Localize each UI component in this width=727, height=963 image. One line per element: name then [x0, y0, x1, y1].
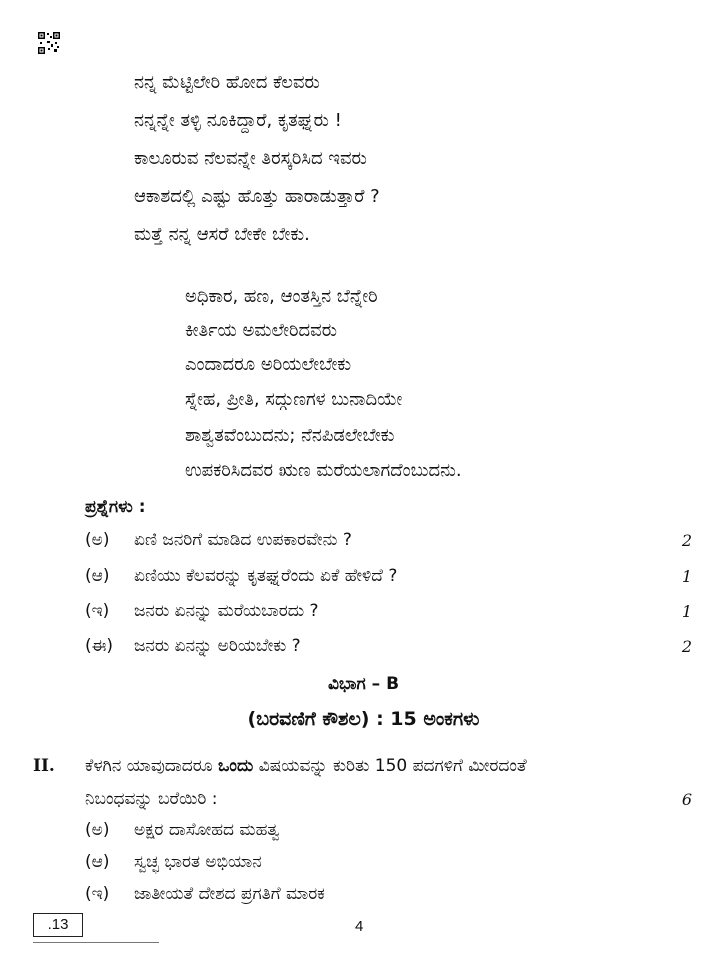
prompt-emphasis: ಒಂದು [218, 756, 254, 776]
section-title: ವಿಭಾಗ – B [327, 674, 400, 694]
prompt-text: ಕೆಳಗಿನ ಯಾವುದಾದರೂ [85, 756, 213, 776]
option-label: (ಆ) [85, 852, 110, 872]
question-number: II. [33, 756, 55, 776]
questions-heading: ಪ್ರಶ್ನೆಗಳು : [85, 497, 146, 517]
question-marks: 2 [681, 637, 692, 656]
page-number: 4 [355, 918, 364, 935]
poem-line: ಕಾಲೂರುವ ನೆಲವನ್ನೇ ತಿರಸ್ಕರಿಸಿದ ಇವರು [134, 148, 367, 169]
option-label: (ಇ) [85, 884, 110, 904]
question-prompt-line2: ನಿಬಂಧವನ್ನು ಬರೆಯಿರಿ : [85, 789, 218, 809]
question-marks: 2 [681, 531, 692, 550]
question-marks: 1 [681, 567, 692, 586]
section-subtitle: (ಬರವಣಿಗೆ ಕೌಶಲ) : 15 ಅಂಕಗಳು [247, 708, 480, 730]
question-text: ಜನರು ಏನನ್ನು ಮರೆಯಬಾರದು ? [134, 601, 319, 621]
paper-code-box: .13 [33, 913, 83, 937]
question-text: ಏಣಿಯು ಕೆಲವರನ್ನು ಕೃತಘ್ನರೆಂದು ಏಕೆ ಹೇಳಿದೆ ? [134, 566, 398, 586]
poem-line: ಕೀರ್ತಿಯ ಅಮಲೇರಿದವರು [185, 320, 337, 341]
question-prompt [85, 756, 527, 776]
poem-line: ಮತ್ತೆ ನನ್ನ ಆಸರೆ ಬೇಕೇ ಬೇಕು. [134, 224, 310, 245]
question-text: ಜನರು ಏನನ್ನು ಅರಿಯಬೇಕು ? [134, 636, 301, 656]
poem-line: ಅಧಿಕಾರ, ಹಣ, ಆಂತಸ್ತಿನ ಬೆನ್ನೇರಿ [185, 286, 378, 307]
question-label: (ಇ) [85, 601, 110, 621]
poem-line: ಎಂದಾದರೂ ಅರಿಯಲೇಬೇಕು [185, 354, 352, 375]
question-label: (ಆ) [85, 566, 110, 586]
poem-line: ನನ್ನ ಮೆಟ್ಟಿಲೇರಿ ಹೋದ ಕೆಲವರು [134, 72, 320, 93]
question-marks: 1 [681, 602, 692, 621]
poem-line: ಆಕಾಶದಲ್ಲಿ ಎಷ್ಟು ಹೊತ್ತು ಹಾರಾಡುತ್ತಾರೆ ? [134, 186, 380, 207]
poem-line: ಶಾಶ್ವತವೆಂಬುದನು; ನೆನಪಿಡಲೇಬೇಕು [185, 425, 395, 446]
option-text: ಜಾತೀಯತೆ ದೇಶದ ಪ್ರಗತಿಗೆ ಮಾರಕ [134, 884, 325, 904]
question-label: (ಅ) [85, 530, 110, 550]
qr-code-icon [38, 32, 60, 54]
poem-line: ನನ್ನನ್ನೇ ತಳ್ಳಿ ನೂಕಿದ್ದಾರೆ, ಕೃತಘ್ನರು ! [134, 110, 342, 131]
poem-line: ಉಪಕರಿಸಿದವರ ಋಣ ಮರೆಯಲಾಗದೆಂಬುದನು. [185, 460, 462, 481]
question-label: (ಈ) [85, 636, 114, 656]
divider [33, 942, 159, 943]
poem-line: ಸ್ನೇಹ, ಪ್ರೀತಿ, ಸದ್ಗುಣಗಳ ಬುನಾದಿಯೇ [185, 389, 403, 410]
prompt-text: ವಿಷಯವನ್ನು ಕುರಿತು 150 ಪದಗಳಿಗೆ ಮೀರದಂತೆ [258, 756, 527, 776]
question-text: ಏಣಿ ಜನರಿಗೆ ಮಾಡಿದ ಉಪಕಾರವೇನು ? [134, 530, 352, 550]
question-marks: 6 [681, 790, 692, 809]
option-text: ಸ್ವಚ್ಛ ಭಾರತ ಅಭಿಯಾನ [134, 852, 262, 872]
option-label: (ಅ) [85, 820, 110, 840]
option-text: ಅಕ್ಷರ ದಾಸೋಹದ ಮಹತ್ವ [134, 820, 280, 840]
